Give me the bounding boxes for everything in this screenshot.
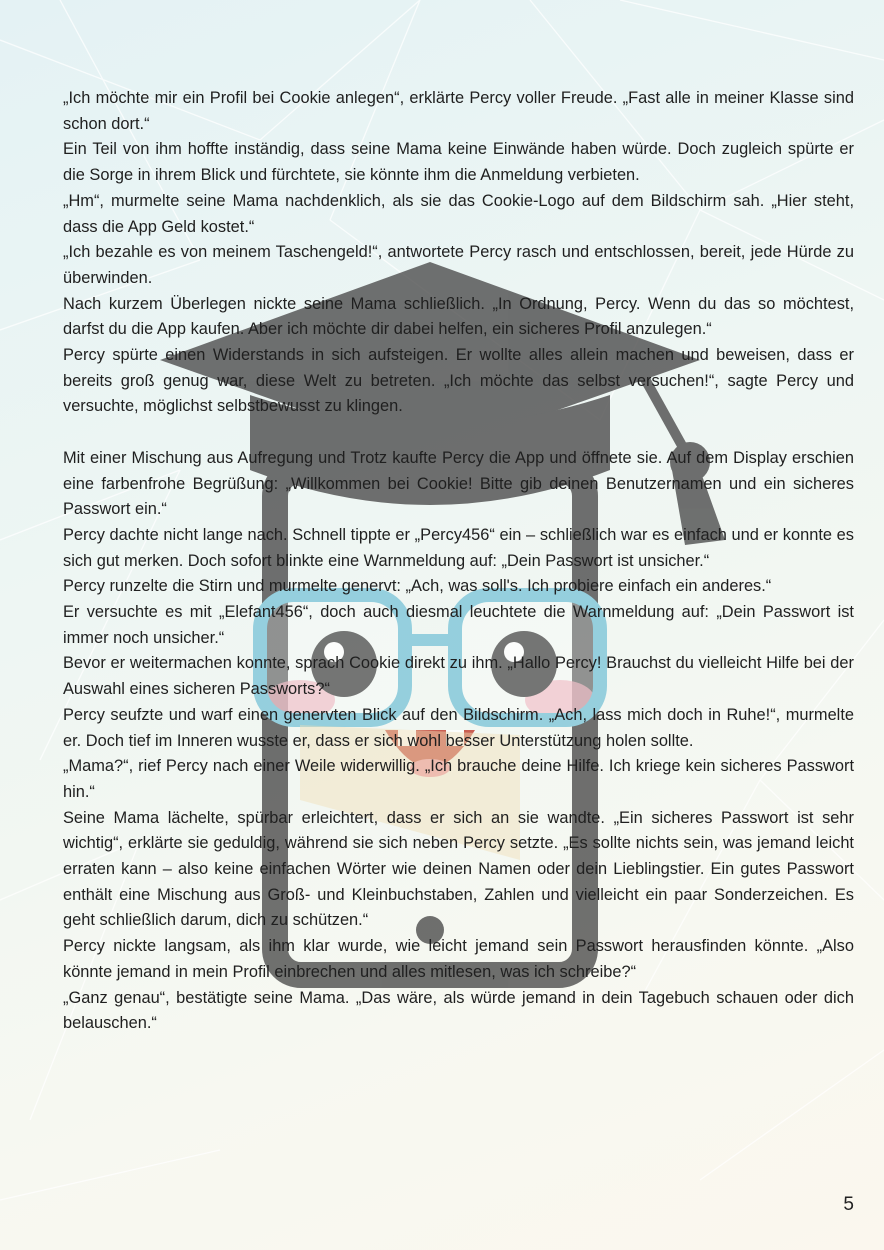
paragraph: Nach kurzem Überlegen nickte seine Mama schließlich. „In Ordnung, Percy. Wenn du das so möchtest, darfst du die App kaufen. Aber ich möchte dir dabei helfen, ein sicheres Profil anzulegen.“ <box>63 294 854 339</box>
paragraph: Seine Mama lächelte, spürbar erleichtert, dass er sich an sie wandte. „Ein sicheres Passwort ist sehr wichtig“, erklärte sie geduldig, während sie sich neben Percy setzte. „Es sollte nichts sein, was jemand leicht erraten kann – also keine einfachen Wörter wie deinen Namen oder dein Lieblingstier. Ein gutes Passwort enthält eine Mischung aus Groß- und Kleinbuchstaben, Zahlen und vielleicht ein paar Sonderzeichen. Es geht schließlich darum, dich zu schützen.“ <box>63 808 854 930</box>
paragraph: Percy runzelte die Stirn und murmelte genervt: „Ach, was soll's. Ich probiere einfach ein anderes.“ <box>63 577 772 596</box>
paragraph: „Mama?“, rief Percy nach einer Weile widerwillig. „Ich brauche deine Hilfe. Ich kriege kein sicheres Passwort hin.“ <box>63 757 854 801</box>
paragraph: Percy nickte langsam, als ihm klar wurde, wie leicht jemand sein Passwort herausfinden könnte. „Also könnte jemand in mein Profil einbrechen und alles mitlesen, was ich schreibe?“ <box>63 937 854 981</box>
paragraph: „Ich bezahle es von meinem Taschengeld!“, antwortete Percy rasch und entschlossen, bereit, jede Hürde zu überwinden. <box>63 243 854 287</box>
paragraph: Bevor er weitermachen konnte, sprach Cookie direkt zu ihm. „Hallo Percy! Brauchst du vielleicht Hilfe bei der Auswahl eines sicheren Passworts?“ <box>63 654 854 699</box>
paragraph: Ein Teil von ihm hoffte inständig, dass seine Mama keine Einwände haben würde. Doch zugleich spürte er die Sorge in ihrem Blick und fürchtete, sie könnte ihm die Anmeldung verbieten. <box>63 140 854 185</box>
page-number: 5 <box>843 1194 854 1215</box>
paragraph: Percy spürte einen Widerstands in sich aufsteigen. Er wollte alles allein machen und beweisen, dass er bereits groß genug war, diese Welt zu betreten. „Ich möchte das selbst versuchen!“, sagte Percy und versuchte, möglichst selbstbewusst zu klingen. <box>63 346 854 416</box>
paragraph: Percy seufzte und warf einen genervten Blick auf den Bildschirm. „Ach, lass mich doch in Ruhe!“, murmelte er. Doch tief im Inneren wusste er, dass er sich wohl besser Unterstützung holen sollte. <box>63 705 854 750</box>
paragraph: Er versuchte es mit „Elefant456“, doch auch diesmal leuchtete die Warnmeldung auf: „Dein Passwort ist immer noch unsicher.“ <box>63 603 854 647</box>
paragraph: „Ich möchte mir ein Profil bei Cookie anlegen“, erklärte Percy voller Freude. „Fast alle in meiner Klasse sind schon dort.“ <box>63 89 854 133</box>
paragraph: „Hm“, murmelte seine Mama nachdenklich, als sie das Cookie-Logo auf dem Bildschirm sah. „Hier steht, dass die App Geld kostet.“ <box>63 191 854 236</box>
paragraph: Mit einer Mischung aus Aufregung und Trotz kaufte Percy die App und öffnete sie. Auf dem Display erschien eine farbenfrohe Begrüßung: „Willkommen bei Cookie! Bitte gib deinen Benutzernamen und ein sicheres Passwort ein.“ <box>63 448 854 519</box>
paragraph: „Ganz genau“, bestätigte seine Mama. „Das wäre, als würde jemand in dein Tagebuch schauen oder dich belauschen.“ <box>63 988 854 1033</box>
story-text <box>63 86 854 1037</box>
paragraph: Percy dachte nicht lange nach. Schnell tippte er „Percy456“ ein – schließlich war es einfach und er konnte es sich gut merken. Doch sofort blinkte eine Warnmeldung auf: „Dein Passwort ist unsicher.“ <box>63 525 854 570</box>
